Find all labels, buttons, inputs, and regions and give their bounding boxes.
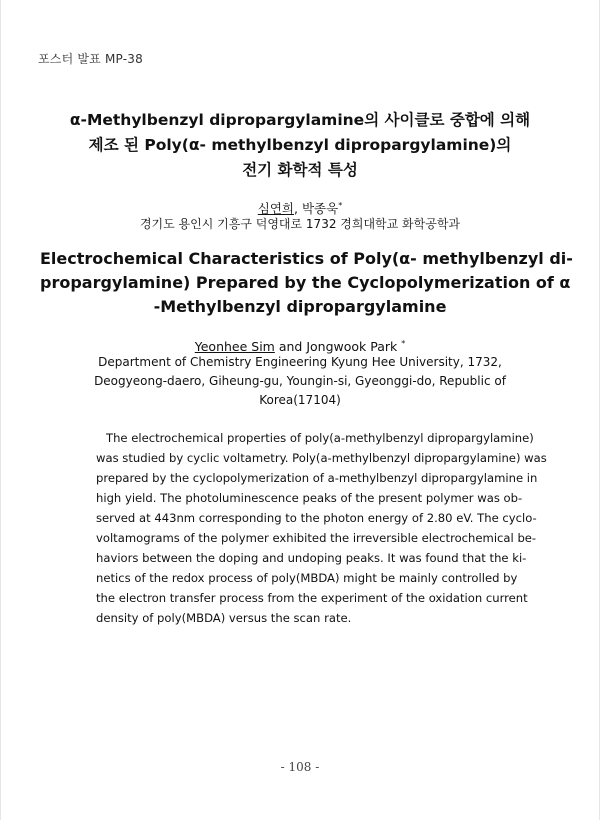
korean-title bbox=[40, 108, 560, 183]
korean-author-separator: , bbox=[294, 201, 302, 217]
korean-title-line: 전기 화학적 특성 bbox=[242, 161, 358, 179]
abstract-line: voltamograms of the polymer exhibited the irreversible electrochemical be- bbox=[96, 531, 537, 545]
english-affiliation-line: Korea(17104) bbox=[259, 393, 341, 407]
english-author-connector: and bbox=[274, 339, 307, 355]
korean-title-line: 제조 된 Poly(α- methylbenzyl dipropargylamine)의 bbox=[88, 136, 512, 154]
english-affiliation bbox=[40, 353, 560, 410]
korean-author-presenter: 심연희 bbox=[257, 201, 295, 217]
session-label: 포스터 발표 MP-38 bbox=[38, 52, 143, 66]
korean-title-line: α-Methylbenzyl dipropargylamine의 사이클로 중합에 의해 bbox=[69, 111, 531, 129]
english-affiliation-line: Deogyeong-daero, Giheung-gu, Youngin-si, Gyeonggi-do, Republic of bbox=[94, 374, 506, 388]
english-title-line: -Methylbenzyl dipropargylamine bbox=[153, 297, 447, 316]
abstract-line: served at 443nm corresponding to the photon energy of 2.80 eV. The cyclo- bbox=[96, 511, 537, 525]
korean-author-corresponding: 박종욱 bbox=[301, 201, 339, 217]
abstract-line: density of poly(MBDA) versus the scan rate. bbox=[96, 611, 352, 625]
english-corresponding-mark: * bbox=[401, 339, 406, 348]
abstract-line: the electron transfer process from the experiment of the oxidation current bbox=[96, 591, 528, 605]
page-number: - 108 - bbox=[280, 760, 320, 774]
english-title bbox=[40, 247, 573, 319]
english-affiliation-line: Department of Chemistry Engineering Kyung Hee University, 1732, bbox=[98, 355, 502, 369]
abstract-line: netics of the redox process of poly(MBDA) might be mainly controlled by bbox=[96, 571, 518, 585]
korean-corresponding-mark: * bbox=[338, 201, 343, 210]
english-title-line: propargylamine) Prepared by the Cyclopolymerization of α bbox=[40, 273, 571, 292]
abstract-line: was studied by cyclic voltametry. Poly(a-methylbenzyl dipropargylamine) was bbox=[96, 451, 547, 465]
english-title-line: Electrochemical Characteristics of Poly(α- methylbenzyl di- bbox=[40, 249, 573, 268]
korean-affiliation: 경기도 용인시 기흥구 덕영대로 1732 경희대학교 화학공학과 bbox=[139, 217, 461, 231]
abstract-line: haviors between the doping and undoping peaks. It was found that the ki- bbox=[96, 551, 527, 565]
abstract-line: prepared by the cyclopolymerization of a-methylbenzyl dipropargylamine in bbox=[96, 471, 538, 485]
abstract-line: high yield. The photoluminescence peaks of the present polymer was ob- bbox=[96, 491, 523, 505]
english-author-corresponding: Jongwook Park bbox=[306, 339, 398, 355]
abstract-line: The electrochemical properties of poly(a-methylbenzyl dipropargylamine) bbox=[106, 431, 534, 445]
abstract-body bbox=[96, 428, 547, 628]
english-author-presenter: Yeonhee Sim bbox=[194, 339, 275, 355]
